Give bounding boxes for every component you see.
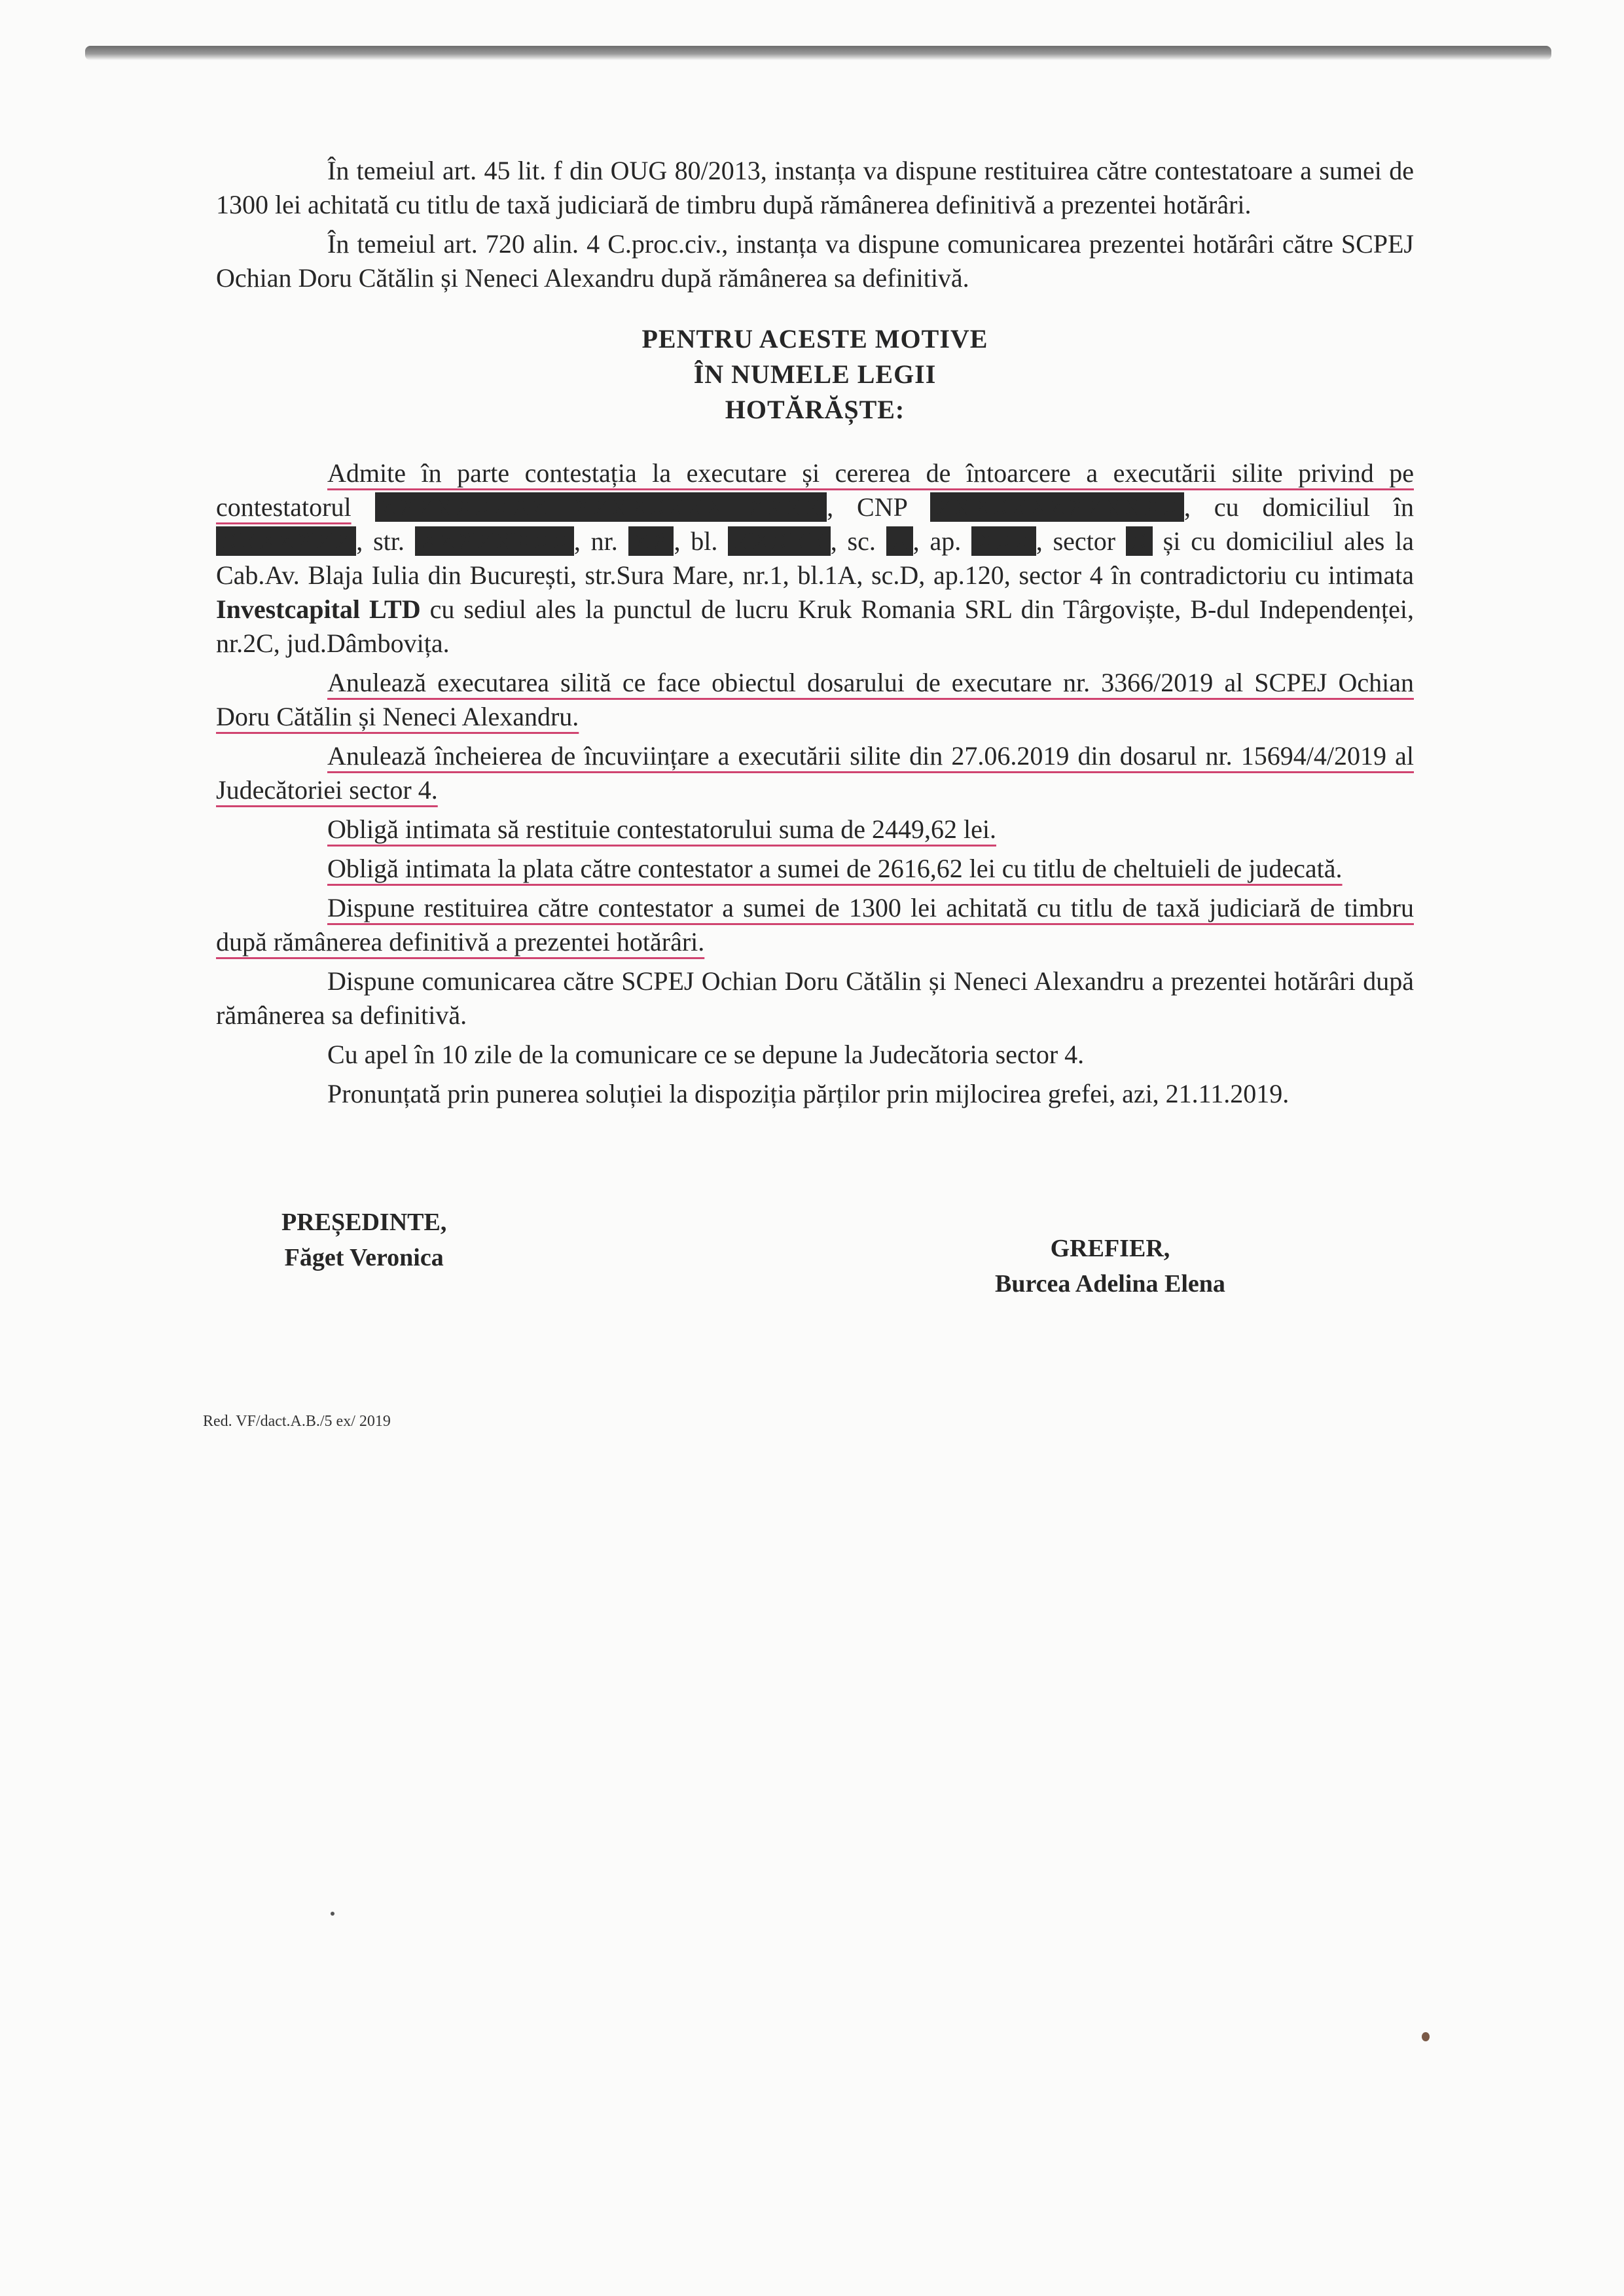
paragraph-admite: Admite în parte contestația la executare și cererea de întoarcere a executării silite privind pe contestatorul XXXXXXXXX XXXXXXXX XXXX , CNP XXXXXXXXXXXXX , cu domiciliul în XXXXXXX , str. XXXXXXXX , nr. XX , bl. XXXXX , sc. X , ap. XXX , sector X și cu domiciliul ales la Cab.Av. Blaja Iulia din București, str.Sura Mare, nr.1, bl.1A, sc.D, ap.120, sector 4 în contradictoriu cu intimata Investcapital LTD cu sediul ales la punctul de lucru Kruk Romania SRL din Târgoviște, B-dul Independenței, nr.2C, jud.Dâmbovița. [216,458,1415,658]
disposition-5: Dispune restituirea către contestator a sumei de 1300 lei achitată cu titlu de taxă judiciară de timbru după rămânerea definitivă a prezentei hotărâri. [216,893,1414,957]
redacted-number: XX [628,526,674,556]
redacted-sector: X [1126,526,1153,556]
disposition-4: Obligă intimata la plata către contestator a sumei de 2616,62 lei cu titlu de cheltuieli de judecată. [327,854,1343,883]
scan-edge-shadow [85,46,1551,60]
disposition-2: Anulează încheierea de încuviințare a executării silite din 27.06.2019 din dosarul nr. 15694/4/2019 al Judecătoriei sector 4. [216,741,1414,805]
disposition-6: Dispune comunicarea către SCPEJ Ochian Doru Cătălin și Neneci Alexandru a prezentei hotărâri după rămânerea sa definitivă. [216,966,1414,1030]
redacted-street: XXXXXXXX [415,526,574,556]
redacted-cnp: XXXXXXXXXXXXX [930,492,1184,522]
scan-speck [1422,2032,1430,2041]
clerk-name: Burcea Adelina Elena [995,1270,1225,1298]
respondent-company: Investcapital LTD [216,594,421,624]
redacted-city: XXXXXXX [216,526,356,556]
judgment-page [216,154,1414,1116]
decision-heading [216,321,1414,428]
disposition-8: Pronunțată prin punerea soluției la dispoziția părților prin mijlocirea grefei, azi, 21.11.2019. [327,1079,1290,1108]
clerk-title: GREFIER, [1050,1235,1170,1262]
heading-line-3: HOTĂRĂȘTE: [725,395,905,424]
redacted-block: XXXXX [728,526,830,556]
paragraph-communication: În temeiul art. 720 alin. 4 C.proc.civ., instanța va dispune comunicarea prezentei hotărâri către SCPEJ Ochian Doru Cătălin și Neneci Alexandru după rămânerea sa definitivă. [216,229,1414,293]
footer-reference: Red. VF/dact.A.B./5 ex/ 2019 [203,1413,391,1430]
redacted-staircase: X [886,526,913,556]
heading-line-2: ÎN NUMELE LEGII [693,359,937,389]
scan-speck-small [331,1912,334,1916]
heading-line-1: PENTRU ACESTE MOTIVE [641,324,988,354]
president-signature [281,1205,446,1275]
president-title: PREȘEDINTE, [281,1209,447,1236]
redacted-apartment: XXX [971,526,1036,556]
admite-text-1: Admite în parte contestația la executare și cererea de întoarcere a executării silite privind pe contestatorul [216,458,1414,522]
redacted-name: XXXXXXXXX XXXXXXXX XXXX [375,492,827,522]
disposition-3: Obligă intimata să restituie contestatorului suma de 2449,62 lei. [327,814,996,844]
disposition-7: Cu apel în 10 zile de la comunicare ce se depune la Judecătoria sector 4. [327,1040,1085,1069]
paragraph-stamp-tax: În temeiul art. 45 lit. f din OUG 80/2013, instanța va dispune restituirea către contestatoare a sumei de 1300 lei achitată cu titlu de taxă judiciară de timbru după rămânerea definitivă a prezentei hotărâri. [216,156,1414,219]
clerk-signature [995,1231,1225,1302]
president-name: Făget Veronica [284,1244,444,1271]
disposition-1: Anulează executarea silită ce face obiectul dosarului de executare nr. 3366/2019 al SCPEJ Ochian Doru Cătălin și Neneci Alexandru. [216,668,1414,731]
